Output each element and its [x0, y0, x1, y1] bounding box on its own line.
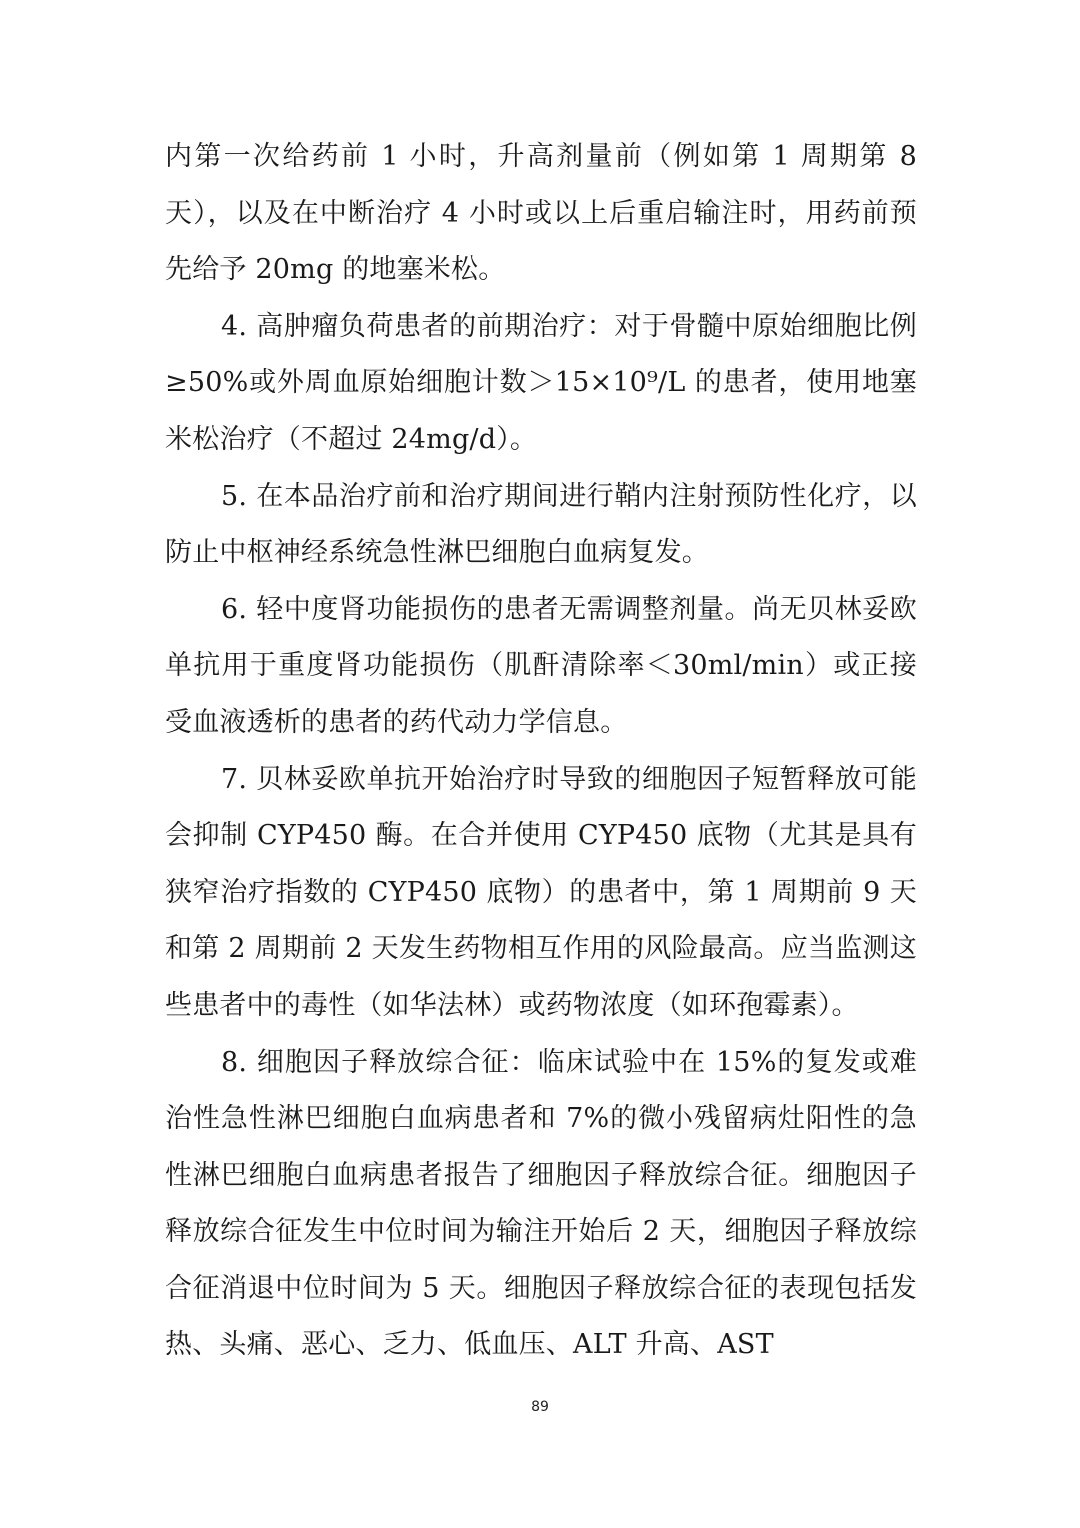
- paragraph-item-6: 6. 轻中度肾功能损伤的患者无需调整剂量。尚无贝林妥欧单抗用于重度肾功能损伤（肌酐清除率＜30ml/min）或正接受血液透析的患者的药代动力学信息。: [165, 593, 917, 738]
- paragraph-item-5: 5. 在本品治疗前和治疗期间进行鞘内注射预防性化疗，以防止中枢神经系统急性淋巴细胞白血病复发。: [165, 480, 917, 569]
- paragraph-item-4: 4. 高肿瘤负荷患者的前期治疗：对于骨髓中原始细胞比例≥50%或外周血原始细胞计数＞15×10⁹/L 的患者，使用地塞米松治疗（不超过 24mg/d）。: [165, 310, 917, 455]
- body-text: [165, 129, 917, 1374]
- paragraph-item-7: 7. 贝林妥欧单抗开始治疗时导致的细胞因子短暂释放可能会抑制 CYP450 酶。在合并使用 CYP450 底物（尤其是具有狭窄治疗指数的 CYP450 底物）的患者中，第 1 周期前 9 天和第 2 周期前 2 天发生药物相互作用的风险最高。应当监测这些患者中的毒性（如华法林）或药物浓度（如环孢霉素）。: [165, 763, 917, 1021]
- page-number: 89: [531, 1399, 549, 1415]
- paragraph-continuation: 内第一次给药前 1 小时，升高剂量前（例如第 1 周期第 8 天），以及在中断治疗 4 小时或以上后重启输注时，用药前预先给予 20mg 的地塞米松。: [165, 141, 917, 286]
- paragraph-item-8: 8. 细胞因子释放综合征：临床试验中在 15%的复发或难治性急性淋巴细胞白血病患者和 7%的微小残留病灶阳性的急性淋巴细胞白血病患者报告了细胞因子释放综合征。细胞因子释放综合征发生中位时间为输注开始后 2 天，细胞因子释放综合征消退中位时间为 5 天。细胞因子释放综合征的表现包括发热、头痛、恶心、乏力、低血压、ALT 升高、AST: [165, 1046, 917, 1361]
